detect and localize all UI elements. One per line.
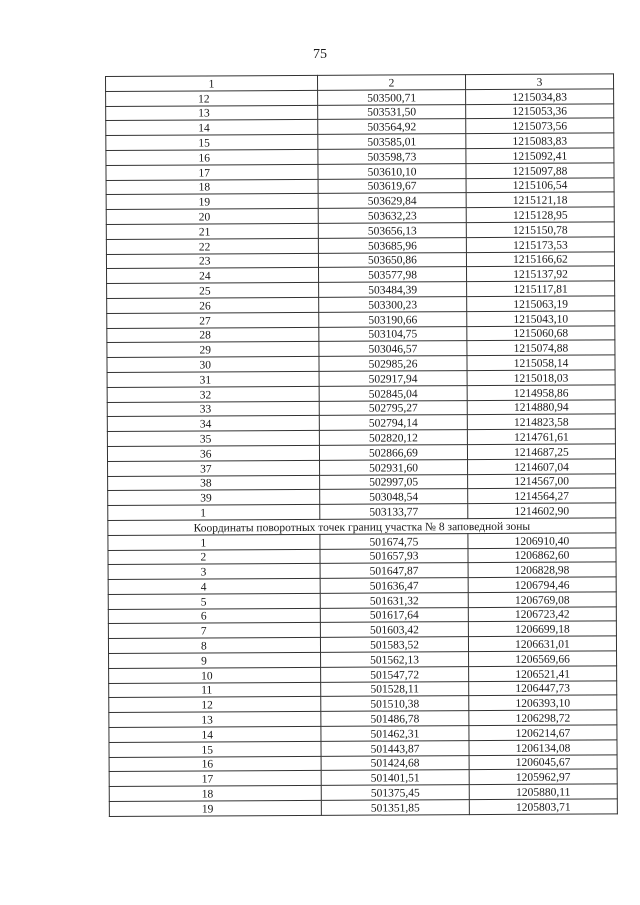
y-coordinate-cell: 1206214,67: [469, 725, 617, 741]
x-coordinate-cell: 503046,57: [319, 341, 467, 357]
x-coordinate-cell: 501528,11: [321, 681, 469, 697]
point-number-cell: 1: [108, 534, 320, 550]
x-coordinate-cell: 503048,54: [320, 489, 468, 505]
point-number-cell: 12: [109, 697, 321, 713]
point-number-cell: 17: [109, 771, 321, 787]
x-coordinate-cell: 502931,60: [320, 459, 468, 475]
y-coordinate-cell: 1206910,40: [468, 533, 616, 549]
point-number-cell: 16: [109, 756, 321, 772]
y-coordinate-cell: 1206134,08: [469, 740, 617, 756]
y-coordinate-cell: 1215166,62: [466, 251, 614, 267]
y-coordinate-cell: 1214687,25: [467, 444, 615, 460]
point-number-cell: 32: [107, 386, 319, 402]
point-number-cell: 20: [106, 209, 318, 225]
y-coordinate-cell: 1215173,53: [466, 237, 614, 253]
x-coordinate-cell: 503585,01: [318, 134, 466, 150]
y-coordinate-cell: 1214761,61: [467, 429, 615, 445]
y-coordinate-cell: 1206393,10: [469, 695, 617, 711]
point-number-cell: 3: [108, 564, 320, 580]
point-number-cell: 10: [109, 667, 321, 683]
point-number-cell: 15: [106, 135, 318, 151]
y-coordinate-cell: 1205962,97: [469, 769, 617, 785]
y-coordinate-cell: 1215117,81: [467, 281, 615, 297]
x-coordinate-cell: 501547,72: [321, 666, 469, 682]
point-number-cell: 2: [108, 549, 320, 565]
y-coordinate-cell: 1215053,36: [466, 103, 614, 119]
x-coordinate-cell: 503104,75: [319, 326, 467, 342]
point-number-cell: 21: [106, 223, 318, 239]
x-coordinate-cell: 503564,92: [318, 119, 466, 135]
point-number-cell: 25: [107, 283, 319, 299]
y-coordinate-cell: 1205803,71: [469, 799, 617, 815]
y-coordinate-cell: 1206794,46: [468, 577, 616, 593]
point-number-cell: 4: [108, 578, 320, 594]
x-coordinate-cell: 503650,86: [318, 252, 466, 268]
x-coordinate-cell: 501674,75: [320, 533, 468, 549]
table-body: [106, 74, 618, 816]
point-number-cell: 16: [106, 149, 318, 165]
point-number-cell: 6: [108, 608, 320, 624]
y-coordinate-cell: 1205880,11: [469, 784, 617, 800]
y-coordinate-cell: 1215150,78: [466, 222, 614, 238]
x-coordinate-cell: 501657,93: [320, 548, 468, 564]
y-coordinate-cell: 1214958,86: [467, 385, 615, 401]
point-number-cell: 13: [109, 712, 321, 728]
y-coordinate-cell: 1215092,41: [466, 148, 614, 164]
x-coordinate-cell: 501603,42: [320, 622, 468, 638]
y-coordinate-cell: 1214564,27: [468, 488, 616, 504]
x-coordinate-cell: 503656,13: [318, 223, 466, 239]
x-coordinate-cell: 503629,84: [318, 193, 466, 209]
x-coordinate-cell: 502795,27: [319, 400, 467, 416]
point-number-cell: 26: [107, 297, 319, 313]
y-coordinate-cell: 1206298,72: [469, 710, 617, 726]
x-coordinate-cell: 501486,78: [321, 711, 469, 727]
y-coordinate-cell: 1215106,54: [466, 177, 614, 193]
x-coordinate-cell: 503598,73: [318, 149, 466, 165]
header-cell-1: 1: [106, 75, 318, 91]
x-coordinate-cell: 503610,10: [318, 163, 466, 179]
point-number-cell: 18: [106, 179, 318, 195]
point-number-cell: 22: [106, 238, 318, 254]
x-coordinate-cell: 503133,77: [320, 504, 468, 520]
point-number-cell: 9: [109, 652, 321, 668]
y-coordinate-cell: 1215074,88: [467, 340, 615, 356]
y-coordinate-cell: 1215137,92: [467, 266, 615, 282]
x-coordinate-cell: 502845,04: [319, 385, 467, 401]
x-coordinate-cell: 503619,67: [318, 178, 466, 194]
x-coordinate-cell: 501443,87: [321, 740, 469, 756]
x-coordinate-cell: 502997,05: [320, 474, 468, 490]
point-number-cell: 31: [107, 371, 319, 387]
point-number-cell: 30: [107, 357, 319, 373]
y-coordinate-cell: 1214602,90: [468, 503, 616, 519]
y-coordinate-cell: 1215121,18: [466, 192, 614, 208]
point-number-cell: 12: [106, 90, 318, 106]
x-coordinate-cell: 502866,69: [319, 445, 467, 461]
point-number-cell: 37: [108, 460, 320, 476]
x-coordinate-cell: 501462,31: [321, 726, 469, 742]
y-coordinate-cell: 1215043,10: [467, 311, 615, 327]
y-coordinate-cell: 1206045,67: [469, 754, 617, 770]
y-coordinate-cell: 1214823,58: [467, 414, 615, 430]
y-coordinate-cell: 1206862,60: [468, 547, 616, 563]
header-cell-2: 2: [317, 75, 465, 91]
y-coordinate-cell: 1215034,83: [466, 89, 614, 105]
point-number-cell: 18: [109, 786, 321, 802]
y-coordinate-cell: 1206699,18: [468, 621, 616, 637]
x-coordinate-cell: 503531,50: [318, 104, 466, 120]
x-coordinate-cell: 501375,45: [321, 785, 469, 801]
point-number-cell: 23: [106, 253, 318, 269]
y-coordinate-cell: 1206828,98: [468, 562, 616, 578]
point-number-cell: 35: [107, 431, 319, 447]
y-coordinate-cell: 1206723,42: [468, 607, 616, 623]
y-coordinate-cell: 1206569,66: [469, 651, 617, 667]
x-coordinate-cell: 502820,12: [319, 430, 467, 446]
y-coordinate-cell: 1206521,41: [469, 666, 617, 682]
x-coordinate-cell: 501510,38: [321, 696, 469, 712]
x-coordinate-cell: 501351,85: [321, 800, 469, 816]
point-number-cell: 8: [108, 638, 320, 654]
table-row: [109, 799, 617, 816]
point-number-cell: 11: [109, 682, 321, 698]
x-coordinate-cell: 501401,51: [321, 770, 469, 786]
point-number-cell: 17: [106, 164, 318, 180]
y-coordinate-cell: 1214607,04: [468, 459, 616, 475]
point-number-cell: 24: [107, 268, 319, 284]
point-number-cell: 13: [106, 105, 318, 121]
y-coordinate-cell: 1214880,94: [467, 399, 615, 415]
y-coordinate-cell: 1215063,19: [467, 296, 615, 312]
y-coordinate-cell: 1206631,01: [468, 636, 616, 652]
x-coordinate-cell: 501647,87: [320, 563, 468, 579]
x-coordinate-cell: 502985,26: [319, 356, 467, 372]
x-coordinate-cell: 502794,14: [319, 415, 467, 431]
y-coordinate-cell: 1214567,00: [468, 473, 616, 489]
point-number-cell: 29: [107, 342, 319, 358]
y-coordinate-cell: 1215058,14: [467, 355, 615, 371]
x-coordinate-cell: 501562,13: [321, 652, 469, 668]
x-coordinate-cell: 502917,94: [319, 371, 467, 387]
x-coordinate-cell: 503500,71: [318, 89, 466, 105]
y-coordinate-cell: 1215060,68: [467, 325, 615, 341]
point-number-cell: 14: [109, 726, 321, 742]
x-coordinate-cell: 503484,39: [319, 282, 467, 298]
point-number-cell: 34: [107, 416, 319, 432]
point-number-cell: 28: [107, 327, 319, 343]
x-coordinate-cell: 501636,47: [320, 578, 468, 594]
point-number-cell: 7: [108, 623, 320, 639]
x-coordinate-cell: 501583,52: [320, 637, 468, 653]
point-number-cell: 33: [107, 401, 319, 417]
x-coordinate-cell: 501617,64: [320, 607, 468, 623]
y-coordinate-cell: 1215097,88: [466, 163, 614, 179]
page-number: 75: [313, 47, 327, 62]
y-coordinate-cell: 1206447,73: [469, 681, 617, 697]
y-coordinate-cell: 1215128,95: [466, 207, 614, 223]
point-number-cell: 38: [108, 475, 320, 491]
y-coordinate-cell: 1206769,08: [468, 592, 616, 608]
x-coordinate-cell: 503632,23: [318, 208, 466, 224]
point-number-cell: 15: [109, 741, 321, 757]
x-coordinate-cell: 501631,32: [320, 592, 468, 608]
x-coordinate-cell: 503577,98: [319, 267, 467, 283]
x-coordinate-cell: 501424,68: [321, 755, 469, 771]
point-number-cell: 19: [109, 800, 321, 816]
point-number-cell: 5: [108, 593, 320, 609]
x-coordinate-cell: 503685,96: [318, 237, 466, 253]
coordinates-table: [105, 73, 618, 816]
y-coordinate-cell: 1215083,83: [466, 133, 614, 149]
point-number-cell: 14: [106, 120, 318, 136]
point-number-cell: 36: [107, 445, 319, 461]
x-coordinate-cell: 503190,66: [319, 311, 467, 327]
point-number-cell: 1: [108, 504, 320, 520]
point-number-cell: 19: [106, 194, 318, 210]
point-number-cell: 27: [107, 312, 319, 328]
y-coordinate-cell: 1215073,56: [466, 118, 614, 134]
x-coordinate-cell: 503300,23: [319, 297, 467, 313]
section-title: Координаты поворотных точек границ участка № 8 заповедной зоны: [108, 518, 616, 535]
point-number-cell: 39: [108, 490, 320, 506]
header-cell-3: 3: [465, 74, 613, 90]
y-coordinate-cell: 1215018,03: [467, 370, 615, 386]
